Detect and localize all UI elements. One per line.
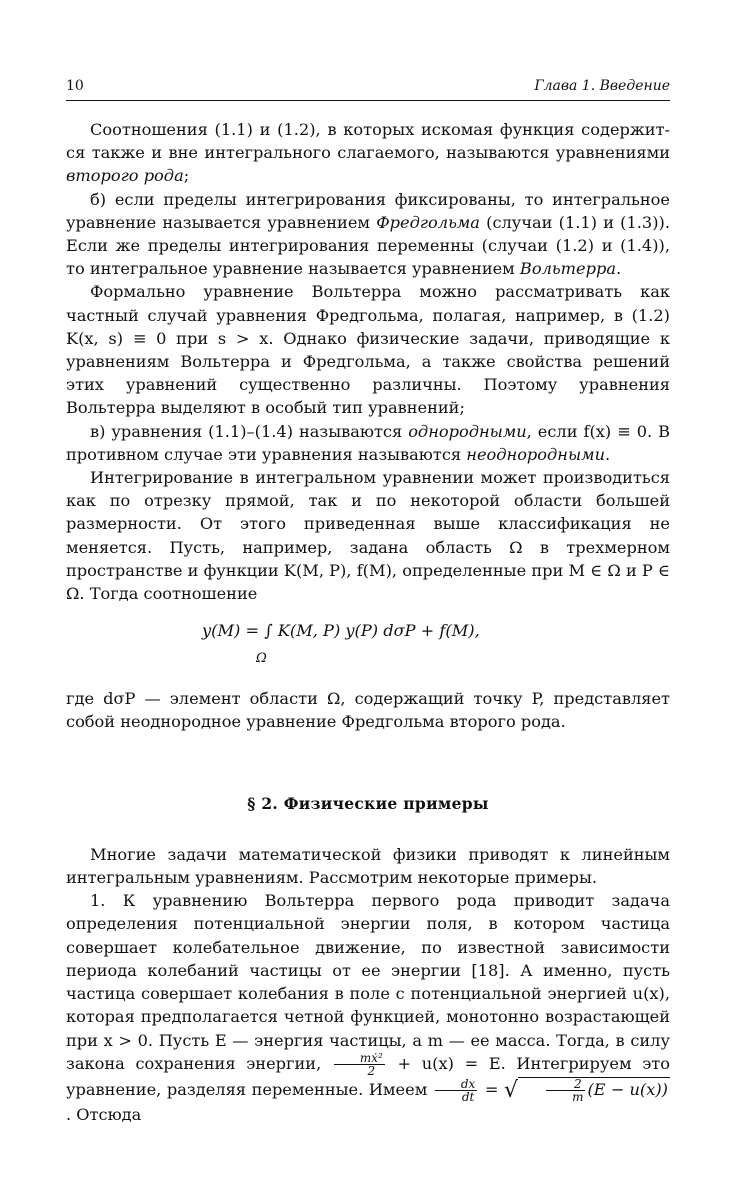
body-text — [66, 118, 670, 1126]
display-formula — [66, 611, 670, 683]
page-number: 10 — [66, 78, 84, 94]
running-title: Глава 1. Введение — [534, 78, 670, 94]
paragraph: Формально уравнение Вольтерра можно рассматривать как частный случай уравнения Фредгольма, полагая, например, в (1.2) K(x, s) ≡ 0 при s > x. Однако физические задачи, приводящие к уравнениям Вольтерра и Фредгольма, а также свойства решений этих уравнений существенно различны. Поэтому уравнения Вольтерра выделяют в особый тип уравнений; — [66, 282, 670, 418]
sqrt-icon: √ — [504, 1077, 519, 1103]
page-header — [66, 78, 670, 101]
paragraph: б) если пределы интегрирования фиксированы, то интегральное уравнение называется уравнением Фредгольма (случаи (1.1) и (1.3)). Если же пределы интегрирования переменны (случаи (1.2) и (1.4)), то интегральное уравнение называется уравнением Вольтерра. — [66, 189, 670, 279]
section-title: § 2. Физические примеры — [247, 793, 489, 813]
paragraph: в) уравнения (1.1)–(1.4) называются однородными, если f(x) ≡ 0. В противном случае эти уравнения называются неоднородными. — [66, 421, 671, 464]
formula-expression: y(M) = ∫ K(M, P) y(P) dσP + f(M), — [202, 621, 480, 641]
integral-domain: Ω — [256, 651, 267, 667]
paragraph: Соотношения (1.1) и (1.2), в которых искомая функция содержит-ся также и вне интегрального слагаемого, называются уравнениями второго рода; — [66, 120, 670, 186]
paragraph: Многие задачи математической физики приводят к линейным интегральным уравнениям. Рассмотрим некоторые примеры. — [66, 844, 670, 888]
fraction: $\frac{\text{mẋ²}}{2}$ — [334, 1052, 385, 1077]
paragraph: где dσP — элемент области Ω, содержащий точку P, представляет собой неоднородное уравнение Фредгольма второго рода. — [66, 689, 670, 732]
paragraph: Интегрирование в интегральном уравнении может производиться как по отрезку прямой, так и по некоторой области большей размерности. От этого приведенная выше классификация не меняется. Пусть, например, задана область Ω в трехмерном пространстве и функции K(M, P), f(M), определенные при M ∈ Ω и P ∈ Ω. Тогда соотношение — [66, 468, 670, 604]
paragraph: 1. К уравнению Вольтерра первого рода приводит задача определения потенциальной энергии поля, в котором частица совершает колебательное движение, по известной зависимости периода колебаний частицы от ее энергии [18]. А именно, пусть частица совершает колебания в поле с потенциальной энергией u(x), которая предполагается четной функцией, монотонно возрастающей при x > 0. Пусть E — энергия частицы, а m — ее масса. Тогда, в силу закона сохранения энергии, $\frac{\text{mẋ²}}{2}$ + u(x) = E. Интегрируем это уравнение, разделяя переменные. Имеем $\frac{dx}{dt}$ = √ $\frac{2}{m}$ (E − u(x)). Отсюда — [66, 891, 670, 1124]
fraction: $\frac{dx}{dt}$ — [435, 1078, 477, 1103]
sqrt-radicand: $\frac{2}{m}$ (E − u(x)) — [518, 1077, 670, 1103]
